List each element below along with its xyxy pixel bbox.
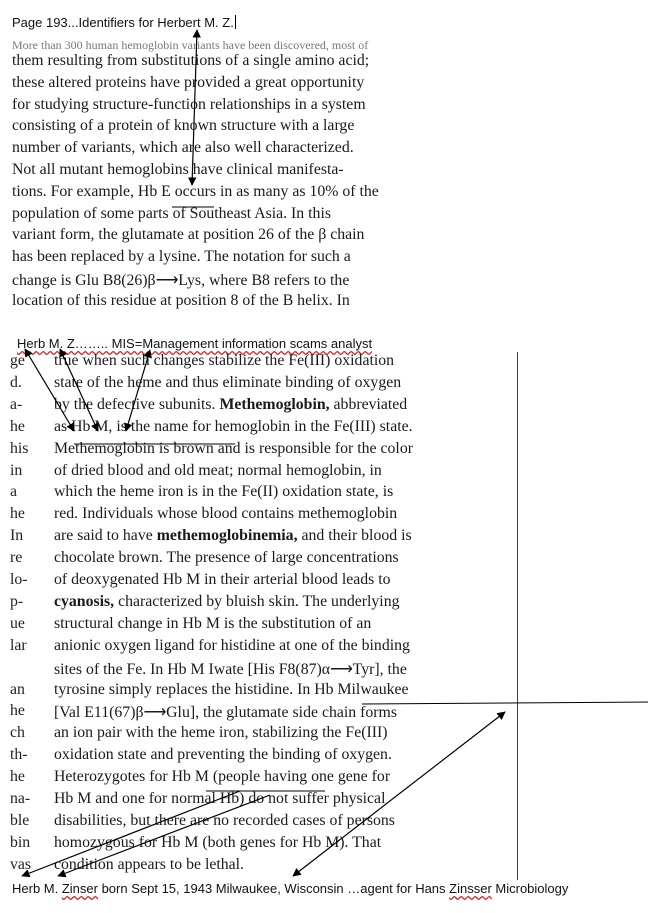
- gutter-fragment: ble: [10, 811, 30, 829]
- gutter-fragment: he: [10, 505, 25, 523]
- excerpt2-line: are said to have methemoglobinemia, and their blood is: [54, 527, 412, 545]
- excerpt2-line: anionic oxygen ligand for histidine at one of the binding: [54, 636, 410, 654]
- excerpt2-line: disabilities, but there are no recorded cases of persons: [54, 811, 395, 829]
- middle-annotation: [17, 336, 372, 351]
- excerpt2-line: which the heme iron is in the Fe(II) oxidation state, is: [54, 483, 394, 501]
- gutter-fragment: he: [10, 702, 25, 720]
- excerpt1-line: these altered proteins have provided a great opportunity: [12, 73, 365, 91]
- excerpt1-line: population of some parts of Southeast Asia. In this: [12, 204, 331, 222]
- excerpt2-line: homozygous for Hb M (both genes for Hb M). That: [54, 833, 382, 851]
- bottom-annotation: Herb M. Zinser born Sept 15, 1943 Milwaukee, Wisconsin …agent for Hans Zinsser Microbiology: [12, 881, 569, 896]
- column-rule: [517, 352, 518, 880]
- gutter-fragment: lar: [10, 636, 27, 654]
- excerpt1-line: tions. For example, Hb E occurs in as many as 10% of the: [12, 182, 379, 200]
- top-annotation-text: Page 193...Identifiers for Herbert M. Z.: [12, 15, 234, 30]
- excerpt1-line: variant form, the glutamate at position 26 of the β chain: [12, 226, 365, 244]
- gutter-fragment: he: [10, 768, 25, 786]
- gutter-fragment: he: [10, 417, 25, 435]
- gutter-fragment: ue: [10, 614, 25, 632]
- excerpt2-line: oxidation state and preventing the binding of oxygen.: [54, 746, 392, 764]
- excerpt1-line: has been replaced by a lysine. The notation for such a: [12, 248, 351, 266]
- excerpt2-line: tyrosine simply replaces the histidine. In Hb Milwaukee: [54, 680, 409, 698]
- gutter-fragment: his: [10, 439, 29, 457]
- middle-annotation-text: Herb M. Z…….. MIS=Management information scams analyst: [17, 336, 373, 351]
- excerpt1-line: Not all mutant hemoglobins have clinical manifesta-: [12, 161, 344, 178]
- text-cursor: [235, 15, 236, 29]
- page-excerpt-hemoglobin-variants: [12, 38, 462, 310]
- excerpt2-line: state of the heme and thus eliminate binding of oxygen: [54, 373, 402, 391]
- gutter-fragment: a: [10, 483, 18, 501]
- gutter-fragment: ch: [10, 724, 25, 742]
- gutter-fragment: a-: [10, 395, 23, 413]
- excerpt2-line: by the defective subunits. Methemoglobin, abbreviated: [54, 395, 408, 413]
- gutter-fragment: p-: [10, 592, 24, 610]
- excerpt2-line: Hb M and one for normal Hb) do not suffer physical: [54, 790, 386, 807]
- excerpt2-line: of deoxygenated Hb M in their arterial blood leads to: [54, 571, 391, 588]
- excerpt2-line: cyanosis, characterized by bluish skin. The underlying: [54, 592, 400, 610]
- gutter-fragment: lo-: [10, 571, 28, 588]
- excerpt2-line: condition appears to be lethal.: [54, 855, 244, 873]
- gutter-fragment: bin: [10, 833, 31, 851]
- excerpt2-line: as Hb M, is the name for hemoglobin in the Fe(III) state.: [54, 417, 413, 435]
- excerpt1-line: consisting of a protein of known structure with a large: [12, 117, 355, 135]
- excerpt2-line: red. Individuals whose blood contains methemoglobin: [54, 505, 398, 523]
- gutter-fragment: re: [10, 549, 23, 567]
- gutter-fragment: an: [10, 680, 25, 698]
- excerpt2-line: an ion pair with the heme iron, stabilizing the Fe(III): [54, 724, 388, 742]
- cropped-fragment: More than 300 human hemoglobin variants have been discovered, most of: [12, 38, 369, 52]
- excerpt2-line: chocolate brown. The presence of large concentrations: [54, 549, 399, 567]
- excerpt2-line: Methemoglobin is brown and is responsible for the color: [54, 439, 413, 457]
- excerpt2-line: sites of the Fe. In Hb M Iwate [His F8(87)α⟶Tyr], the: [54, 660, 407, 678]
- excerpt1-line: them resulting from substitutions of a single amino acid;: [12, 52, 370, 69]
- gutter-fragment: th-: [10, 746, 28, 764]
- excerpt1-line: location of this residue at position 8 of the B helix. In: [12, 291, 350, 309]
- excerpt1-line: change is Glu B8(26)β⟶Lys, where B8 refers to the: [12, 272, 350, 289]
- name-zinsser: Zinsser: [449, 881, 492, 896]
- excerpt2-line: Heterozygotes for Hb M (people having one gene for: [54, 768, 391, 786]
- gutter-fragment: In: [10, 527, 24, 545]
- excerpt2-line: [Val E11(67)β⟶Glu], the glutamate side chain forms: [54, 704, 397, 722]
- excerpt1-line: for studying structure-function relationships in a system: [12, 95, 366, 113]
- gutter-fragment: ge: [10, 352, 25, 369]
- excerpt1-line: number of variants, which are also well characterized.: [12, 139, 354, 157]
- excerpt2-line: structural change in Hb M is the substitution of an: [54, 614, 372, 632]
- gutter-fragment: d.: [10, 373, 22, 391]
- excerpt2-line: true when such changes stabilize the Fe(III) oxidation: [54, 352, 395, 369]
- excerpt2-line: of dried blood and old meat; normal hemoglobin, in: [54, 461, 382, 479]
- gutter-fragment: vas: [10, 855, 32, 873]
- gutter-fragment: na-: [10, 790, 31, 807]
- top-annotation: [12, 15, 236, 30]
- name-zinser: Zinser: [61, 881, 98, 896]
- gutter-fragment: in: [10, 461, 23, 479]
- page-excerpt-methemoglobin: [10, 352, 515, 880]
